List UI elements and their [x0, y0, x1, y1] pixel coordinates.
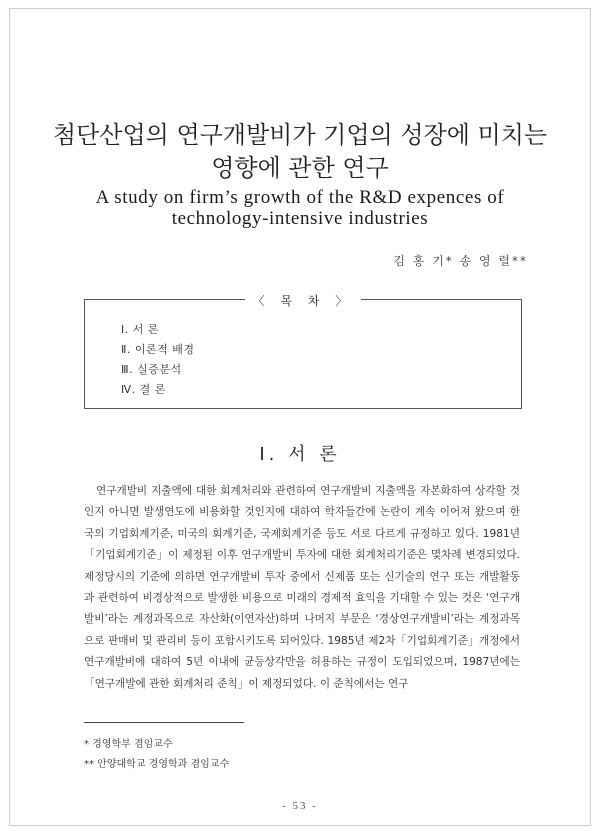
body-text — [84, 481, 520, 695]
toc-heading — [85, 290, 521, 309]
page-number: - 53 - — [282, 800, 318, 812]
toc-item: Ⅳ. 결 론 — [121, 383, 166, 396]
body-paragraph: 연구개발비 지출액에 대한 회계처리와 관련하여 연구개발비 지출액을 자본화하여 상각할 것인지 아니면 발생연도에 비용화할 것인지에 대하여 학자들간에 논란이 계속 이어져 왔으며 한국의 기업회계기준, 미국의 회계기준, 국제회계기준 등도 서로 다르게 규정하고 있다. 1981년「기업회계기준」이 제정된 이후 연구개발비 투자에 대한 회계처리기준은 몇차례 변경되었다. 제정당시의 기준에 의하면 연구개발비 투자 중에서 신제품 또는 신기술의 연구 또는 개발활동과 관련하여 비경상적으로 발생한 비용으로 미래의 경제적 효익을 기대할 수 있는 것은 ‘연구개발비’라는 계정과목으로 자산화(이연자산)하며 나머지 부문은 ‘경상연구개발비’라는 계정과목으로 판매비 및 관리비 등이 포함시키도록 되어있다. 1985년 제2차「기업회계기준」개정에서 연구개발비에 대하여 5년 이내에 균등상각만을 허용하는 규정이 도입되었으며, 1987년에는「연구개발에 관한 회계처리 준칙」이 제정되었다. 이 준칙에서는 연구 — [84, 485, 520, 690]
paper-title-korean-line2: 영향에 관한 연구 — [211, 154, 389, 182]
paper-title-english-line1: A study on firm’s growth of the R&D expences of — [95, 187, 505, 208]
section-heading: Ⅰ. 서 론 — [259, 444, 341, 465]
toc-list — [121, 320, 195, 400]
toc-item: Ⅰ. 서 론 — [121, 323, 159, 336]
footnotes — [84, 735, 229, 775]
paper-title-english-line2: technology-intensive industries — [171, 208, 429, 229]
footnote-divider — [84, 722, 244, 723]
table-of-contents — [84, 294, 522, 409]
paper-title-korean-line1: 첨단산업의 연구개발비가 기업의 성장에 미치는 — [52, 121, 548, 149]
toc-heading-label: 〈 목 차 〉 — [245, 294, 362, 308]
footnote: ** 안양대학교 경영학과 겸임교수 — [84, 759, 230, 770]
toc-item: Ⅲ. 실증분석 — [121, 363, 182, 376]
authors: 김 홍 기* 송 영 렬** — [393, 254, 528, 268]
toc-item: Ⅱ. 이론적 배경 — [121, 343, 195, 356]
footnote: * 경영학부 겸임교수 — [84, 739, 173, 750]
